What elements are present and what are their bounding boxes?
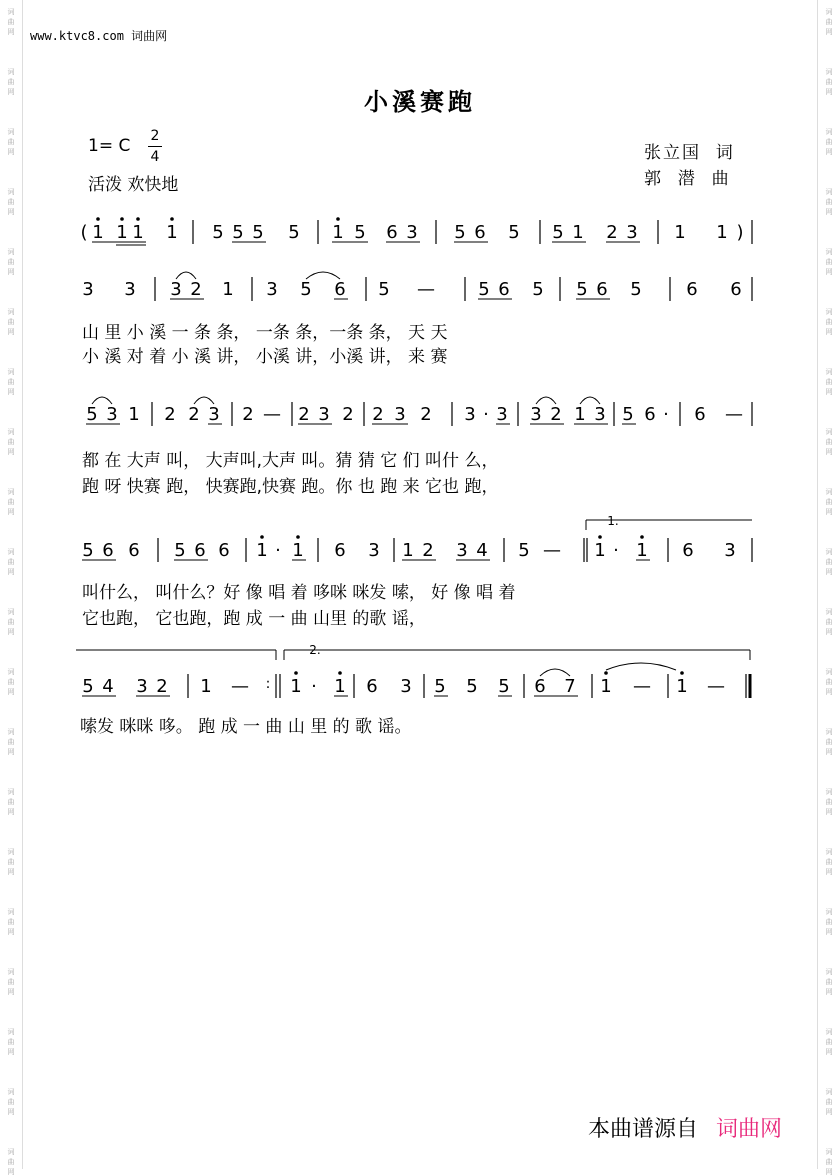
note: 5 [498, 676, 510, 697]
note: 3 [170, 279, 182, 300]
watermark-char: 网 [7, 808, 15, 816]
watermark-char: 网 [825, 628, 833, 636]
note: 7 [564, 676, 576, 697]
watermark-char: 曲 [7, 858, 15, 866]
volta-first: 1. [607, 514, 619, 528]
note: 1 [594, 540, 606, 561]
watermark-char: 词 [7, 1088, 15, 1096]
note: 6 [644, 404, 656, 425]
watermark-char: 词 [825, 8, 833, 16]
note: 6 [334, 279, 346, 300]
slur [92, 397, 112, 404]
note: 1 [716, 222, 728, 243]
watermark-char: 词 [825, 788, 833, 796]
watermark-char: 词 [825, 608, 833, 616]
note: 1 [132, 222, 144, 243]
note: 1 [636, 540, 648, 561]
watermark-char: 曲 [825, 318, 833, 326]
watermark-char: 网 [825, 148, 833, 156]
watermark-char: 曲 [825, 858, 833, 866]
watermark-char: 网 [7, 748, 15, 756]
note: 2 [190, 279, 202, 300]
note: 6 [682, 540, 694, 561]
octave-dot [120, 217, 124, 221]
watermark-char: 词 [7, 1028, 15, 1036]
watermark-char: 网 [7, 628, 15, 636]
watermark-char: 网 [7, 928, 15, 936]
watermark-char: 词 [825, 968, 833, 976]
note: 1 [256, 540, 268, 561]
note: 6 [128, 540, 140, 561]
slur [540, 669, 570, 676]
watermark-char: 曲 [825, 378, 833, 386]
watermark-char: 词 [825, 368, 833, 376]
watermark-char: 曲 [825, 1158, 833, 1166]
note: 5 [300, 279, 312, 300]
note: 2 [188, 404, 200, 425]
note: 2 [164, 404, 176, 425]
watermark-char: 曲 [7, 1038, 15, 1046]
time-signature: 2 4 [148, 127, 162, 166]
watermark-char: 曲 [7, 558, 15, 566]
note: — [543, 540, 561, 561]
watermark-char: 网 [825, 1108, 833, 1116]
footer-brand: 词曲网 [716, 1117, 783, 1142]
watermark-char: 词 [825, 548, 833, 556]
watermark-char: 曲 [825, 1038, 833, 1046]
watermark-char: 网 [7, 1168, 15, 1176]
note: 3 [400, 676, 412, 697]
slur [606, 663, 676, 670]
watermark-char: 网 [7, 868, 15, 876]
lyrics-row3-verse2: 跑 呀 快赛 跑， 快赛跑,快赛 跑。你 也 跑 来 它也 跑， [82, 477, 499, 497]
note: 1 [292, 540, 304, 561]
note: 1 [572, 222, 584, 243]
note: 6 [694, 404, 706, 425]
watermark-char: 曲 [825, 678, 833, 686]
note: 5 [508, 222, 520, 243]
watermark-char: 网 [7, 328, 15, 336]
note: 5 [434, 676, 446, 697]
watermark-char: 曲 [7, 498, 15, 506]
note: 3 [530, 404, 542, 425]
octave-dot [640, 535, 644, 539]
watermark-char: 曲 [825, 138, 833, 146]
watermark-char: 词 [7, 608, 15, 616]
note: 1 [334, 676, 346, 697]
watermark-char: 网 [825, 868, 833, 876]
note: 6 [102, 540, 114, 561]
watermark-char: 曲 [825, 918, 833, 926]
note: 5 [552, 222, 564, 243]
note: 5 [518, 540, 530, 561]
note: 2 [156, 676, 168, 697]
watermark-char: 曲 [7, 918, 15, 926]
key-signature: 1= C [88, 136, 131, 156]
lyrics-row4-verse1: 叫什么， 叫什么？好 像 唱 着 哆咪 咪发 嗦， 好 像 唱 着 [82, 583, 516, 603]
watermark-char: 曲 [825, 798, 833, 806]
note: 5 [82, 676, 94, 697]
watermark-char: 词 [825, 1028, 833, 1036]
watermark-char: 曲 [7, 318, 15, 326]
note: — [725, 404, 743, 425]
note: 6 [386, 222, 398, 243]
watermark-char: 网 [825, 388, 833, 396]
watermark-char: 曲 [7, 198, 15, 206]
watermark-char: 词 [7, 728, 15, 736]
lyrics-row5: 嗦发 咪咪 哆。 跑 成 一 曲 山 里 的 歌 谣。 [80, 717, 412, 737]
note: 2 [606, 222, 618, 243]
watermark-char: 网 [825, 928, 833, 936]
watermark-char: 曲 [7, 258, 15, 266]
watermark-char: 网 [825, 568, 833, 576]
note: 5 [212, 222, 224, 243]
watermark-char: 词 [825, 668, 833, 676]
note: · [483, 404, 489, 425]
lyrics-row2-verse1: 山 里 小 溪 一 条 条， 一条 条，一条 条， 天 天 [82, 323, 448, 343]
watermark-char: 曲 [825, 78, 833, 86]
note: 3 [626, 222, 638, 243]
watermark-char: 曲 [825, 558, 833, 566]
note: ( [80, 222, 88, 243]
note: 5 [532, 279, 544, 300]
note: · [613, 540, 619, 561]
watermark-char: 词 [7, 1148, 15, 1156]
note: 1 [92, 222, 104, 243]
note: · [311, 676, 317, 697]
note: 5 [174, 540, 186, 561]
watermark-char: 网 [7, 28, 15, 36]
note: : [265, 676, 271, 692]
watermark-char: 网 [7, 388, 15, 396]
watermark-char: 曲 [7, 18, 15, 26]
watermark-char: 曲 [7, 378, 15, 386]
watermark-char: 词 [7, 428, 15, 436]
note: 1 [676, 676, 688, 697]
volta-second: 2. [309, 643, 321, 657]
note: 6 [474, 222, 486, 243]
watermark-char: 词 [825, 428, 833, 436]
watermark-char: 曲 [825, 738, 833, 746]
octave-dot [96, 217, 100, 221]
watermark-char: 词 [825, 128, 833, 136]
watermark-char: 网 [825, 328, 833, 336]
watermark-char: 词 [7, 848, 15, 856]
watermark-char: 网 [7, 1048, 15, 1056]
watermark-char: 词 [7, 968, 15, 976]
note: 5 [454, 222, 466, 243]
note: 5 [288, 222, 300, 243]
note: 1 [200, 676, 212, 697]
watermark-char: 曲 [825, 18, 833, 26]
note: 1 [600, 676, 612, 697]
site-url[interactable]: www.ktvc8.com 词曲网 [30, 29, 168, 43]
watermark-char: 网 [7, 88, 15, 96]
octave-dot [598, 535, 602, 539]
watermark-char: 词 [825, 488, 833, 496]
note: 6 [686, 279, 698, 300]
note: 5 [232, 222, 244, 243]
note: · [663, 404, 669, 425]
octave-dot [294, 671, 298, 675]
watermark-char: 曲 [7, 678, 15, 686]
note: 3 [266, 279, 278, 300]
watermark-char: 网 [7, 988, 15, 996]
note: 1 [222, 279, 234, 300]
note: 3 [124, 279, 136, 300]
watermark-char: 词 [7, 128, 15, 136]
octave-dot [296, 535, 300, 539]
watermark-char: 网 [7, 688, 15, 696]
watermark-char: 网 [825, 208, 833, 216]
note: · [275, 540, 281, 561]
note: — [633, 676, 651, 697]
note: 3 [136, 676, 148, 697]
note: — [707, 676, 725, 697]
watermark-char: 网 [825, 88, 833, 96]
watermark-char: 网 [825, 28, 833, 36]
note: 4 [476, 540, 488, 561]
song-title: 小溪赛跑 [364, 87, 476, 116]
note: 5 [576, 279, 588, 300]
watermark-char: 网 [825, 448, 833, 456]
watermark-char: 词 [825, 728, 833, 736]
watermark-char: 词 [7, 368, 15, 376]
watermark-char: 词 [7, 8, 15, 16]
slur [580, 397, 600, 404]
watermark-char: 网 [7, 508, 15, 516]
note: 2 [242, 404, 254, 425]
note: 5 [86, 404, 98, 425]
note: 1 [290, 676, 302, 697]
watermark-char: 网 [825, 988, 833, 996]
note: 6 [498, 279, 510, 300]
note: 3 [82, 279, 94, 300]
watermark-char: 词 [825, 248, 833, 256]
note: 1 [674, 222, 686, 243]
note: 6 [334, 540, 346, 561]
watermark-char: 网 [7, 568, 15, 576]
octave-dot [260, 535, 264, 539]
note: 3 [594, 404, 606, 425]
watermark-char: 曲 [7, 798, 15, 806]
note: 5 [630, 279, 642, 300]
watermark-char: 曲 [825, 498, 833, 506]
note: 6 [730, 279, 742, 300]
watermark-char: 网 [825, 1048, 833, 1056]
composer-credit: 郭 潜 曲 [644, 169, 731, 189]
watermark-char: 曲 [7, 78, 15, 86]
lyrics-row4-verse2: 它也跑， 它也跑，跑 成 一 曲 山里 的歌 谣， [82, 609, 426, 629]
watermark-char: 词 [7, 908, 15, 916]
slur [306, 272, 340, 279]
watermark-char: 曲 [7, 738, 15, 746]
watermark-char: 词 [825, 68, 833, 76]
lyrics-row3-verse1: 都 在 大声 叫， 大声叫,大声 叫。猜 猜 它 们 叫什 么， [82, 451, 499, 471]
note: 1 [116, 222, 128, 243]
note: ) [736, 222, 744, 243]
note: 2 [298, 404, 310, 425]
note: 6 [218, 540, 230, 561]
watermark-char: 词 [7, 668, 15, 676]
note: 5 [478, 279, 490, 300]
note: 3 [406, 222, 418, 243]
watermark-char: 网 [7, 148, 15, 156]
note: 3 [456, 540, 468, 561]
watermark-char: 网 [825, 508, 833, 516]
note: 6 [534, 676, 546, 697]
watermark-char: 词 [7, 488, 15, 496]
note: 1 [402, 540, 414, 561]
note: 5 [466, 676, 478, 697]
note: 2 [420, 404, 432, 425]
watermark-char: 词 [825, 848, 833, 856]
note: 3 [464, 404, 476, 425]
watermark-char: 曲 [825, 438, 833, 446]
watermark-char: 曲 [825, 618, 833, 626]
watermark-char: 曲 [7, 1098, 15, 1106]
watermark-char: 网 [7, 1108, 15, 1116]
watermark-char: 词 [7, 788, 15, 796]
note: 5 [252, 222, 264, 243]
octave-dot [338, 671, 342, 675]
watermark-char: 曲 [7, 138, 15, 146]
watermark-char: 网 [7, 448, 15, 456]
watermark-char: 网 [825, 748, 833, 756]
octave-dot [336, 217, 340, 221]
note: 6 [596, 279, 608, 300]
note: 2 [422, 540, 434, 561]
note: 3 [368, 540, 380, 561]
watermark-char: 曲 [825, 978, 833, 986]
tempo-marking: 活泼 欢快地 [88, 175, 179, 195]
octave-dot [136, 217, 140, 221]
note: 4 [102, 676, 114, 697]
octave-dot [604, 671, 608, 675]
note: 2 [550, 404, 562, 425]
note: 1 [574, 404, 586, 425]
note: 3 [496, 404, 508, 425]
watermark-char: 词 [7, 68, 15, 76]
note: 5 [378, 279, 390, 300]
note: — [417, 279, 435, 300]
octave-dot [170, 217, 174, 221]
note: 6 [366, 676, 378, 697]
note: 5 [622, 404, 634, 425]
watermark-char: 词 [7, 188, 15, 196]
note: 2 [372, 404, 384, 425]
watermark-char: 词 [7, 548, 15, 556]
note: 1 [166, 222, 178, 243]
watermark-char: 网 [7, 268, 15, 276]
note: — [263, 404, 281, 425]
watermark-char: 曲 [825, 1098, 833, 1106]
watermark-char: 词 [7, 248, 15, 256]
watermark-char: 曲 [7, 618, 15, 626]
note: 1 [128, 404, 140, 425]
note: 3 [318, 404, 330, 425]
watermark-char: 曲 [825, 198, 833, 206]
watermark-char: 词 [825, 908, 833, 916]
octave-dot [680, 671, 684, 675]
watermark-char: 曲 [825, 258, 833, 266]
note: 1 [332, 222, 344, 243]
note: 6 [194, 540, 206, 561]
lyrics-row2-verse2: 小 溪 对 着 小 溪 讲， 小溪 讲，小溪 讲， 来 赛 [82, 347, 448, 367]
watermark-char: 词 [825, 1088, 833, 1096]
watermark-char: 词 [825, 308, 833, 316]
watermark-char: 词 [825, 1148, 833, 1156]
note: 5 [82, 540, 94, 561]
watermark-char: 曲 [7, 438, 15, 446]
note: 3 [394, 404, 406, 425]
slur [194, 397, 214, 404]
note: 5 [354, 222, 366, 243]
note: 3 [724, 540, 736, 561]
lyricist-credit: 张立国 词 [644, 143, 735, 163]
slur [176, 272, 196, 279]
note: 2 [342, 404, 354, 425]
watermark-char: 词 [7, 308, 15, 316]
watermark-char: 词 [825, 188, 833, 196]
watermark-char: 网 [825, 688, 833, 696]
note: 3 [106, 404, 118, 425]
watermark-char: 网 [825, 268, 833, 276]
watermark-char: 网 [825, 808, 833, 816]
slur [536, 397, 556, 404]
note: 3 [208, 404, 220, 425]
note: — [231, 676, 249, 697]
watermark-char: 网 [825, 1168, 833, 1176]
watermark-char: 网 [7, 208, 15, 216]
watermark-char: 曲 [7, 978, 15, 986]
watermark-char: 曲 [7, 1158, 15, 1166]
footer-source[interactable]: 本曲谱源自 词曲网 [588, 1117, 783, 1142]
